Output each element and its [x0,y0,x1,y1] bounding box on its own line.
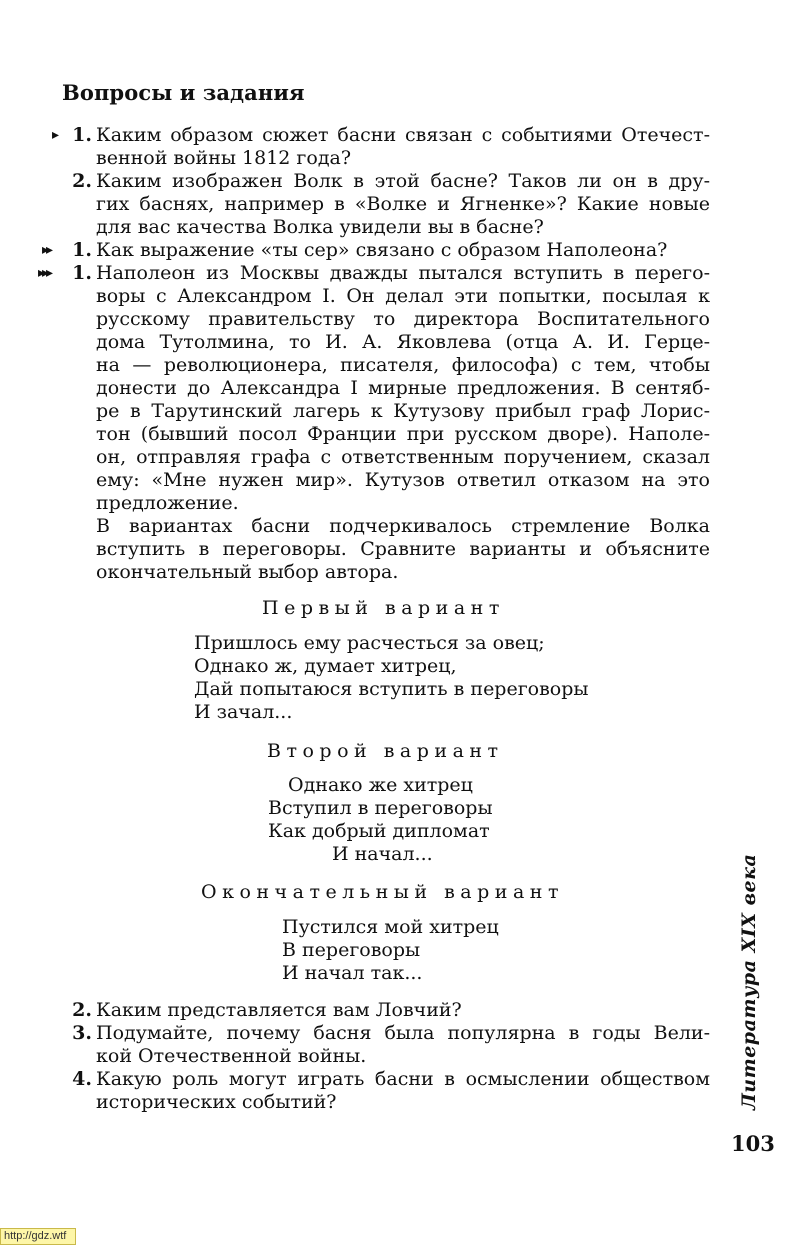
difficulty-marker-2: ▸▸ [42,242,51,258]
question-text [96,239,710,262]
text-line: Какую роль могут играть басни в осмыслении обществом [96,1068,710,1090]
question-number: 2. [72,170,92,192]
difficulty-marker-3: ▸▸▸ [38,265,51,281]
text-line: тон (бывший посол Франции при русском дворе). Наполе- [96,423,710,445]
question-text [96,1068,710,1114]
page-number: 103 [731,1131,775,1156]
text-line: Каким образом сюжет басни связан с событиями Отечест- [96,124,710,146]
text-line: воры с Александром I. Он делал эти попытки, посылая к [96,285,710,307]
poem-line: Однако же хитрец [288,774,473,796]
text-line: донести до Александра I мирные предложения. В сентяб- [96,377,710,399]
text-line: он, отправляя графа с ответственным поручением, сказал [96,446,710,468]
poem-line: Однако ж, думает хитрец, [194,655,457,677]
source-link-label[interactable]: http://gdz.wtf [0,1228,76,1245]
text-line: ему: «Мне нужен мир». Кутузов ответил отказом на это [96,469,710,491]
text-line: В вариантах басни подчеркивалось стремление Волка [96,515,710,537]
text-line: гих баснях, например в «Волке и Ягненке»? Какие новые [96,193,710,215]
side-running-title: Литература XIX века [738,853,760,1110]
text-line: Каким изображен Волк в этой басне? Таков ли он в дру- [96,170,710,192]
variant-title-first: Первый вариант [262,597,505,619]
question-text [96,170,710,239]
text-line: на — революционера, писателя, философа) с тем, чтобы [96,354,710,376]
question-number: 1. [72,124,92,146]
text-line: для вас качества Волка увидели вы в басне? [96,216,544,238]
text-line: вступить в переговоры. Сравните варианты и объясните [96,538,710,560]
poem-line: И начал так... [282,962,423,984]
poem-line: Вступил в переговоры [268,797,493,819]
text-line: Каким представляется вам Ловчий? [96,999,462,1021]
text-line: дома Тутолмина, то И. А. Яковлева (отца А. И. Герце- [96,331,710,353]
poem-line: И начал... [332,843,433,865]
section-heading: Вопросы и задания [62,80,305,105]
text-line: кой Отечественной войны. [96,1045,367,1067]
text-line: окончательный выбор автора. [96,561,399,583]
poem-first-variant [194,632,589,724]
text-line: предложение. [96,492,239,514]
poem-line: И зачал... [194,701,293,723]
variant-title-second: Второй вариант [267,740,504,762]
poem-line: Пустился мой хитрец [282,916,499,938]
question-number: 2. [72,999,92,1021]
question-text [96,1022,710,1068]
poem-line: Пришлось ему расчесться за овец; [194,632,545,654]
variant-title-final: Окончательный вариант [201,881,564,903]
text-line: Наполеон из Москвы дважды пытался вступить в перего- [96,262,710,284]
poem-line: В переговоры [282,939,421,961]
question-text [96,262,710,584]
text-line: ре в Тарутинский лагерь к Кутузову прибыл граф Лорис- [96,400,710,422]
text-line: Подумайте, почему басня была популярна в годы Вели- [96,1022,710,1044]
question-number: 1. [72,262,92,284]
text-line: исторических событий? [96,1091,337,1113]
question-text [96,124,710,170]
question-number: 4. [72,1068,92,1090]
question-number: 3. [72,1022,92,1044]
text-line: Как выражение «ты сер» связано с образом Наполеона? [96,239,668,261]
difficulty-marker-1: ▸ [52,127,57,143]
poem-line: Как добрый дипломат [268,820,490,842]
poem-final-variant [282,916,499,985]
text-line: русскому правительству то директора Воспитательного [96,308,710,330]
poem-line: Дай попытаюся вступить в переговоры [194,678,589,700]
text-line: венной войны 1812 года? [96,147,352,169]
question-text [96,999,710,1022]
question-number: 1. [72,239,92,261]
poem-second-variant [268,774,493,866]
